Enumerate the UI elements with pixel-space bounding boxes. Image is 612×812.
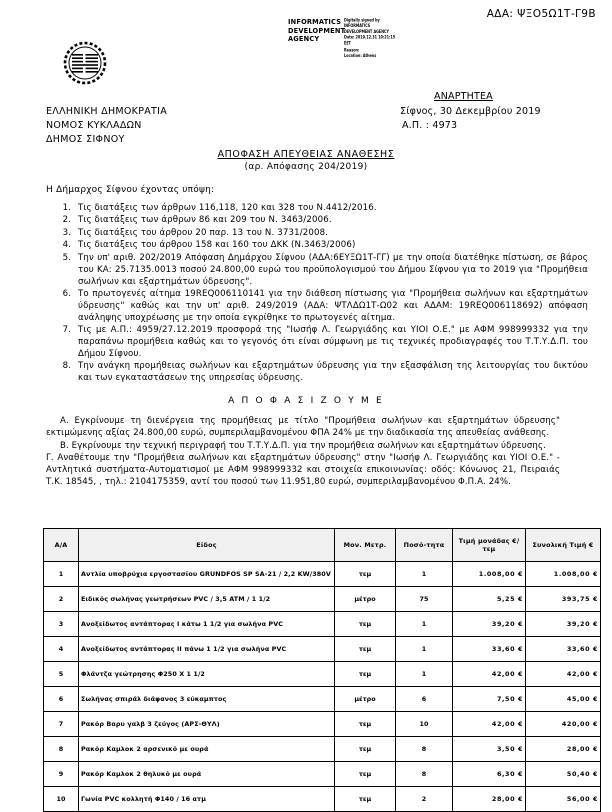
cell-description: Ανοξείδωτος αντάπτορας Ι κάτω 1 1/2 για σωλήνα PVC xyxy=(79,612,335,637)
cell-unit-price: 7,50 € xyxy=(453,687,526,712)
cell-unit-price: 39,20 € xyxy=(453,612,526,637)
decision-body xyxy=(46,415,560,489)
list-item: 5. Την υπ' αριθ. 202/2019 Απόφαση Δημάρχου Σίφνου (ΑΔΑ:6ΕΥΞΩ1Τ-ΓΓ) με την οποία διατέθηκε πίστωση, σε βάρος του ΚΑ: 25.7135.0013 ποσού 24.800,00 ευρώ του προϋπολογισμού του Δήμου Σίφνου για το 2019 για "Προμήθεια σωλήνων και εξαρτημάτων ύδρευσης". xyxy=(74,253,588,289)
authority-line-2: ΝΟΜΟΣ ΚΥΚΛΑΔΩΝ xyxy=(46,119,142,131)
table-header-row xyxy=(44,529,601,562)
digital-signature-stamp xyxy=(288,18,406,58)
signature-details xyxy=(344,18,404,59)
column-header-unit-price: Τιμή μονάδας €/τεμ xyxy=(453,529,526,562)
cell-description: Ρακόρ Καμλοκ 2 θηλυκό με ουρά xyxy=(79,762,335,787)
cell-unit-price: 3,50 € xyxy=(453,737,526,762)
cell-unit-price: 5,25 € xyxy=(453,587,526,612)
cell-unit-price: 6,30 € xyxy=(453,762,526,787)
cell-description: Ειδικός σωλήνας γεωτρήσεων PVC / 3,5 ATM / 1 1/2 xyxy=(79,587,335,612)
cell-aa: 8 xyxy=(44,737,79,762)
cell-total: 42,00 € xyxy=(526,662,601,687)
cell-description: Αντλία υποβρύχια εργοστασίου GRUNDFOS SP SA-21 / 2,2 KW/380V xyxy=(79,562,335,587)
table-row xyxy=(44,712,601,737)
cell-total: 50,40 € xyxy=(526,762,601,787)
cell-unit: μέτρο xyxy=(335,687,396,712)
list-item: 2. Τις διατάξεις των άρθρων 86 και 209 του Ν. 3463/2006. xyxy=(74,215,588,227)
table-row xyxy=(44,637,601,662)
list-item: 3. Τις διατάξεις του άρθρου 20 παρ. 13 του Ν. 3731/2008. xyxy=(74,228,588,240)
cell-quantity: 75 xyxy=(396,587,453,612)
list-item: 1. Τις διατάξεις των άρθρων 116,118, 120 και 328 του Ν.4412/2016. xyxy=(74,203,588,215)
anartitea-label: ΑΝΑΡΤΗΤΕΑ xyxy=(434,91,493,102)
table-row xyxy=(44,687,601,712)
cell-quantity: 1 xyxy=(396,562,453,587)
list-item: 8. Την ανάγκη προμήθειας σωλήνων και εξαρτημάτων ύδρευσης για την εξασφάλιση της λειτουργίας του δικτύου και των εγκαταστάσεων της υπηρεσίας ύδρευσης. xyxy=(74,361,588,385)
cell-quantity: 2 xyxy=(396,787,453,812)
page-title xyxy=(0,149,612,172)
cell-unit-price: 28,00 € xyxy=(453,787,526,812)
cell-aa: 2 xyxy=(44,587,79,612)
table-row xyxy=(44,787,601,812)
table-row xyxy=(44,612,601,637)
column-header-aa: Α/Α xyxy=(44,529,79,562)
signature-detail-line: Location: Athens xyxy=(344,53,377,58)
table-row xyxy=(44,587,601,612)
cell-unit-price: 1.008,00 € xyxy=(453,562,526,587)
items-table xyxy=(43,528,601,812)
cell-quantity: 1 xyxy=(396,637,453,662)
cell-unit: τεμ xyxy=(335,712,396,737)
cell-quantity: 1 xyxy=(396,612,453,637)
cell-aa: 1 xyxy=(44,562,79,587)
decision-paragraph-c: Γ. Αναθέτουμε την "Προμήθεια σωλήνων και εξαρτημάτων ύδρευσης" στην "Ιωσήφ Λ. Γεωργιάδης και ΥΙΟΙ Ο.Ε." - Αντλητικά συστήματα-Αυτοματισμοί με ΑΦΜ 998999332 και στοιχεία επικοινωνίας: οδός: Κόνωνος 21, Πειραιάς Τ.Κ. 18545, , τηλ.: 2104175359, αντί του ποσού των 11.951,80 ευρώ, συμπεριλαμβανομένου Φ.Π.Α. 24%. xyxy=(46,453,560,488)
signature-detail-line: Digitally signed by xyxy=(344,18,380,23)
table-row xyxy=(44,562,601,587)
protocol-number: Α.Π. : 4973 xyxy=(402,119,458,131)
signature-detail-line: EET xyxy=(344,41,351,47)
cell-quantity: 6 xyxy=(396,687,453,712)
cell-aa: 3 xyxy=(44,612,79,637)
table-row xyxy=(44,737,601,762)
title-main: ΑΠΟΦΑΣΗ ΑΠΕΥΘΕΙΑΣ ΑΝΑΘΕΣΗΣ xyxy=(217,149,395,160)
cell-aa: 9 xyxy=(44,762,79,787)
column-header-description: Είδος xyxy=(79,529,335,562)
signature-detail-line: DEVELOPMENT AGENCY xyxy=(344,29,390,35)
list-item: 6. Το πρωτογενές αίτημα 19REQ006110141 για την διάθεση πίστωσης για "Προμήθεια σωλήνων και εξαρτημάτων ύδρευσης" καθώς και την υπ' αριθ. 249/2019 (ΑΔΑ: ΨΤΛΔΩ1Τ-Ω02 και ΑΔΑΜ: 19REQ006118692) απόφαση ανάληψης υποχρέωσης με την οποία εγκρίθηκε το πρωτογενές αίτημα. xyxy=(74,289,588,325)
cell-quantity: 10 xyxy=(396,712,453,737)
authority-line-1: ΕΛΛΗΝΙΚΗ ΔΗΜΟΚΡΑΤΙΑ xyxy=(46,106,168,117)
cell-unit: τεμ xyxy=(335,787,396,812)
list-item: 4. Τις διατάξεις του άρθρου 158 και 160 του ΔΚΚ (Ν.3463/2006) xyxy=(74,240,588,252)
place-and-date: Σίφνος, 30 Δεκεμβρίου 2019 xyxy=(400,105,541,117)
cell-aa: 7 xyxy=(44,712,79,737)
intro-text: Η Δήμαρχος Σίφνου έχοντας υπόψη: xyxy=(46,185,215,195)
cell-total: 33,60 € xyxy=(526,637,601,662)
signature-detail-line: INFORMATICS xyxy=(344,23,371,29)
cell-unit-price: 33,60 € xyxy=(453,637,526,662)
ada-code: ΑΔΑ: ΨΞΟ5Ω1Τ-Γ9Β xyxy=(486,8,596,20)
cell-total: 28,00 € xyxy=(526,737,601,762)
column-header-quantity: Ποσό-τητα xyxy=(396,529,453,562)
signature-detail-line: Date: 2019.12.31 10:21:15 xyxy=(344,35,396,41)
cell-aa: 6 xyxy=(44,687,79,712)
table-row xyxy=(44,762,601,787)
cell-description: Ανοξείδωτος αντάπτορας ΙΙ πάνω 1 1/2 για σωλήνα PVC xyxy=(79,637,335,662)
cell-total: 1.008,00 € xyxy=(526,562,601,587)
column-header-total: Συνολική Τιμή € xyxy=(526,529,601,562)
table-body xyxy=(44,562,601,812)
items-table-wrapper xyxy=(43,528,598,812)
document-meta xyxy=(400,90,541,132)
cell-total: 420,00 € xyxy=(526,712,601,737)
cell-description: Φλάντζα γεώτρησης Φ250 Χ 1 1/2 xyxy=(79,662,335,687)
cell-quantity: 1 xyxy=(396,662,453,687)
cell-unit: τεμ xyxy=(335,562,396,587)
cell-unit-price: 42,00 € xyxy=(453,662,526,687)
cell-total: 39,20 € xyxy=(526,612,601,637)
table-header xyxy=(44,529,601,562)
municipal-emblem-icon xyxy=(63,41,107,85)
issuing-authority xyxy=(46,105,167,146)
decision-paragraph-b: Β. Εγκρίνουμε την τεχνική περιγραφή του Τ.Τ.Υ.Δ.Π. για την προμήθεια σωλήνων και εξαρτημάτων ύδρευσης. xyxy=(60,440,546,451)
cell-description: Σωλήνας σπιράλ διάφανος 3 εύκαμπτος xyxy=(79,687,335,712)
cell-unit: τεμ xyxy=(335,637,396,662)
cell-description: Γωνία PVC κολλητή Φ140 / 16 ατμ xyxy=(79,787,335,812)
cell-unit: τεμ xyxy=(335,737,396,762)
cell-description: Ρακόρ Βαρυ γαλβ 3 ζεύγος (ΑΡΣ-ΘΥΛ) xyxy=(79,712,335,737)
list-item: 7. Τις με Α.Π.: 4959/27.12.2019 προσφορά της "Ιωσήφ Λ. Γεωργιάδης και ΥΙΟΙ Ο.Ε." με ΑΦΜ 998999332 για την παραπάνω προμήθεια καθώς και το γεγονός ότι είναι σύμφωνη με τις τεχνικές προδιαγραφές του Τ.Τ.Υ.Δ.Π. του Δήμου Σίφνου. xyxy=(74,325,588,361)
cell-aa: 5 xyxy=(44,662,79,687)
cell-unit-price: 42,00 € xyxy=(453,712,526,737)
column-header-unit: Μον. Μετρ. xyxy=(335,529,396,562)
cell-unit: μέτρο xyxy=(335,587,396,612)
signature-agency-name: INFORMATICS DEVELOPMENT AGENCY xyxy=(288,18,346,44)
cell-unit: τεμ xyxy=(335,662,396,687)
decision-paragraph-a: Α. Εγκρίνουμε τη διενέργεια της προμήθειας με τίτλο "Προμήθεια σωλήνων και εξαρτημάτων ύδρευσης" εκτιμώμενης αξίας 24.800,00 ευρώ, συμπεριλαμβανομένου ΦΠΑ 24% με την διαδικασία της απευθείας ανάθεσης. xyxy=(46,416,560,439)
cell-quantity: 8 xyxy=(396,762,453,787)
cell-unit: τεμ xyxy=(335,762,396,787)
cell-total: 393,75 € xyxy=(526,587,601,612)
signature-detail-line: Reason: xyxy=(344,47,360,52)
authority-line-3: ΔΗΜΟΣ ΣΙΦΝΟΥ xyxy=(46,133,125,145)
cell-unit: τεμ xyxy=(335,612,396,637)
legal-grounds-list xyxy=(46,203,588,386)
cell-aa: 4 xyxy=(44,637,79,662)
cell-quantity: 8 xyxy=(396,737,453,762)
title-sub: (αρ. Απόφασης 204/2019) xyxy=(244,162,368,172)
cell-description: Ρακόρ Καμλοκ 2 αρσενικό με ουρά xyxy=(79,737,335,762)
decision-heading: Α Π Ο Φ Α Σ Ι Ζ Ο Υ Μ Ε xyxy=(228,396,384,406)
cell-aa: 10 xyxy=(44,787,79,812)
cell-total: 45,00 € xyxy=(526,687,601,712)
cell-total: 56,00 € xyxy=(526,787,601,812)
table-row xyxy=(44,662,601,687)
